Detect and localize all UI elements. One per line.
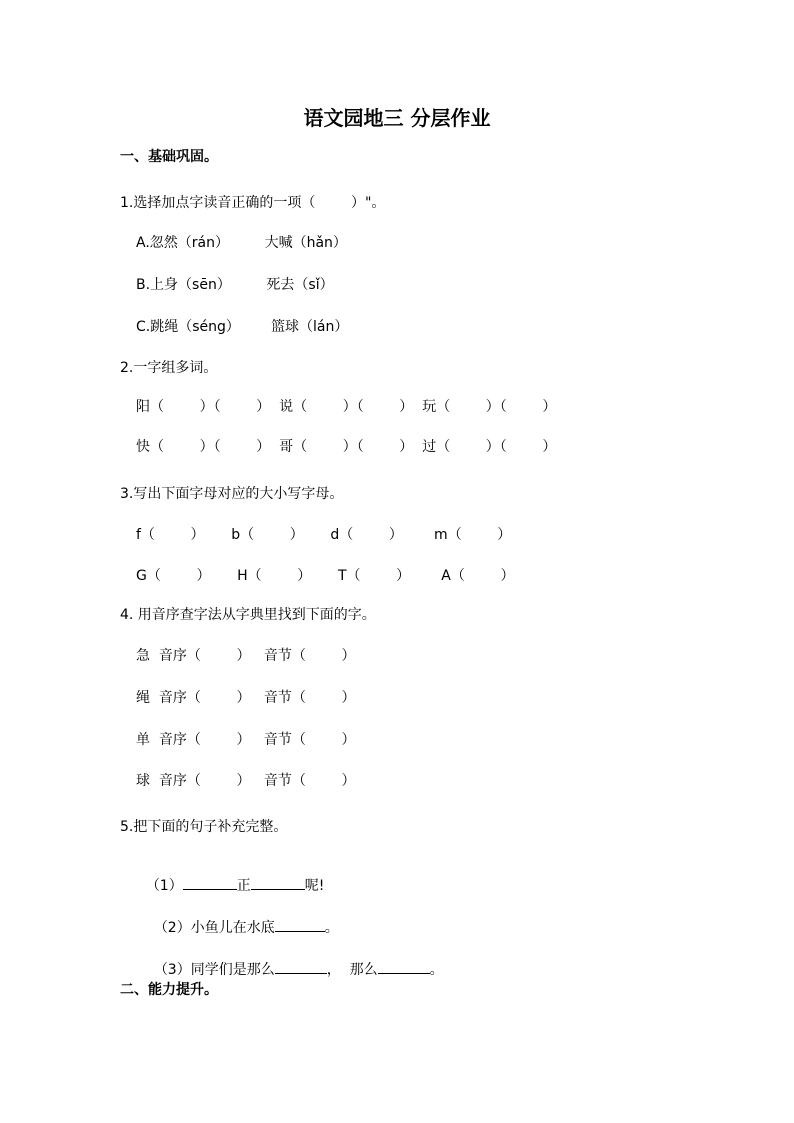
fill-blank[interactable] bbox=[275, 959, 327, 974]
q1-option-c: C.跳绳（séng） 篮球（lán） bbox=[136, 319, 349, 335]
sentence-1-prefix: （1） bbox=[145, 878, 183, 894]
sentence-2-end: 。 bbox=[324, 920, 339, 936]
q3-row-1: f（ ） b（ ） d（ ） m（ ） bbox=[136, 527, 512, 543]
q2-row-2: 快（ ）（ ） 哥（ ）（ ） 过（ ）（ ） bbox=[136, 439, 557, 455]
q3-stem: 3.写出下面字母对应的大小写字母。 bbox=[120, 486, 344, 502]
sentence-3-mid: ， 那么 bbox=[326, 962, 378, 978]
q1-option-a: A.忽然（rán） 大喊（hǎn） bbox=[136, 235, 347, 251]
q3-row-2: G（ ） H（ ） T（ ） A（ ） bbox=[136, 568, 515, 584]
q2-row-1: 阳（ ）（ ） 说（ ）（ ） 玩（ ）（ ） bbox=[136, 399, 557, 415]
fill-blank[interactable] bbox=[251, 875, 305, 890]
q5-stem: 5.把下面的句子补充完整。 bbox=[120, 819, 288, 835]
page-title: 语文园地三 分层作业 bbox=[303, 106, 491, 130]
q2-stem: 2.一字组多词。 bbox=[120, 360, 218, 376]
section-2-heading: 二、能力提升。 bbox=[120, 982, 218, 998]
fill-blank[interactable] bbox=[275, 917, 325, 932]
q4-stem: 4. 用音序查字法从字典里找到下面的字。 bbox=[120, 607, 376, 623]
sentence-2-prefix: （2）小鱼儿在水底 bbox=[153, 920, 275, 936]
fill-blank[interactable] bbox=[183, 875, 237, 890]
sentence-1-end: 呢! bbox=[304, 878, 325, 894]
q4-row-2: 绳 音序（ ） 音节（ ） bbox=[136, 690, 356, 706]
q1-stem: 1.选择加点字读音正确的一项（ ）"。 bbox=[120, 195, 386, 211]
section-1-heading: 一、基础巩固。 bbox=[120, 149, 218, 165]
q4-row-1: 急 音序（ ） 音节（ ） bbox=[136, 648, 356, 664]
q1-option-b: B.上身（sēn） 死去（sǐ） bbox=[136, 277, 334, 293]
sentence-3-end: 。 bbox=[429, 962, 444, 978]
fill-blank[interactable] bbox=[378, 959, 430, 974]
q4-row-3: 单 音序（ ） 音节（ ） bbox=[136, 732, 356, 748]
sentence-3-prefix: （3）同学们是那么 bbox=[153, 962, 275, 978]
q4-row-4: 球 音序（ ） 音节（ ） bbox=[136, 773, 356, 789]
sentence-1-mid: 正 bbox=[236, 878, 251, 894]
